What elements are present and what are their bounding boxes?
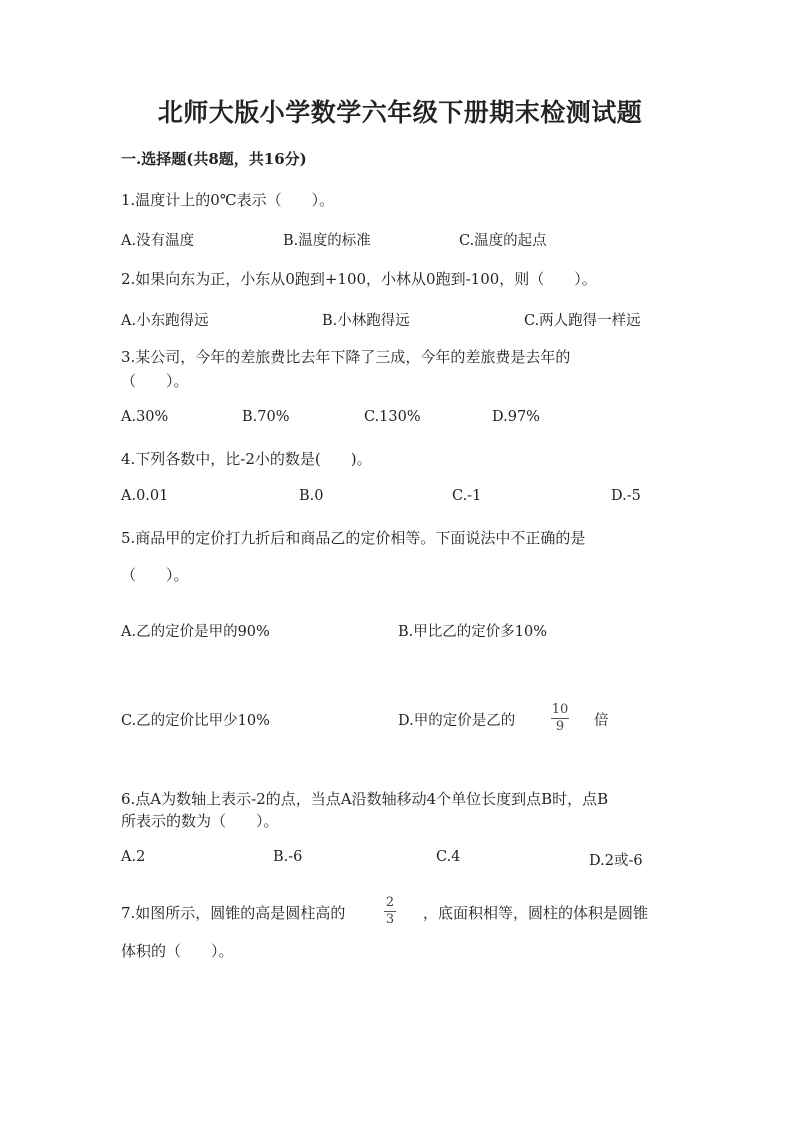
question-6-option-a[interactable]: A.2 — [121, 849, 146, 865]
question-4-option-c[interactable]: C.-1 — [452, 488, 482, 504]
question-2-option-a[interactable]: A.小东跑得远 — [121, 313, 209, 329]
question-6-option-d[interactable]: D.2或-6 — [589, 853, 643, 869]
question-3-option-c[interactable]: C.130% — [364, 409, 421, 425]
question-4-option-b[interactable]: B.0 — [299, 488, 324, 504]
question-1-option-a[interactable]: A.没有温度 — [121, 233, 195, 249]
question-1-stem: 1.温度计上的0℃表示（ ）。 — [121, 191, 335, 209]
question-5-option-c[interactable]: C.乙的定价比甲少10% — [121, 713, 270, 729]
page-title: 北师大版小学数学六年级下册期末检测试题 — [157, 98, 643, 127]
question-2-stem: 2.如果向东为正，小东从0跑到+100，小林从0跑到-100，则（ ）。 — [121, 270, 597, 288]
fraction-numerator: 2 — [385, 895, 395, 910]
fraction-denominator: 3 — [385, 912, 395, 927]
question-5-option-d-suffix: 倍 — [594, 713, 609, 729]
fraction-numerator: 10 — [551, 702, 569, 717]
fraction-denominator: 9 — [555, 719, 565, 734]
question-4-stem: 4.下列各数中，比-2小的数是( )。 — [121, 450, 372, 468]
question-7-fraction — [384, 896, 396, 927]
question-3-option-d[interactable]: D.97% — [492, 409, 540, 425]
question-3-stem-line2: （ ）。 — [121, 372, 189, 390]
question-5-option-d[interactable] — [398, 709, 515, 730]
question-6-option-c[interactable]: C.4 — [436, 849, 461, 865]
question-7-stem-line2: 体积的（ ）。 — [121, 942, 234, 960]
question-5-option-a[interactable]: A.乙的定价是甲的90% — [121, 624, 270, 640]
question-3-option-b[interactable]: B.70% — [242, 409, 290, 425]
question-5-stem-line2: （ ）。 — [121, 566, 189, 584]
question-1-option-c[interactable]: C.温度的起点 — [459, 233, 547, 249]
question-6-stem-line1: 6.点A为数轴上表示-2的点，当点A沿数轴移动4个单位长度到点B时，点B — [121, 790, 609, 808]
question-6-stem-line2: 所表示的数为（ ）。 — [121, 812, 279, 830]
question-6-option-b[interactable]: B.-6 — [273, 849, 303, 865]
question-5-fraction — [551, 703, 569, 734]
question-1-option-b[interactable]: B.温度的标准 — [283, 233, 371, 249]
question-5-option-d-label: D.甲的定价是乙的 — [398, 713, 516, 729]
question-7-stem-prefix: 7.如图所示，圆锥的高是圆柱高的 — [121, 904, 346, 922]
section-heading: 一.选择题(共8题，共16分) — [121, 150, 307, 168]
question-3-stem-line1: 3.某公司，今年的差旅费比去年下降了三成，今年的差旅费是去年的 — [121, 348, 571, 366]
question-3-option-a[interactable]: A.30% — [121, 409, 169, 425]
question-2-option-b[interactable]: B.小林跑得远 — [322, 313, 410, 329]
question-5-stem-line1: 5.商品甲的定价打九折后和商品乙的定价相等。下面说法中不正确的是 — [121, 529, 586, 547]
question-4-option-d[interactable]: D.-5 — [611, 488, 641, 504]
question-4-option-a[interactable]: A.0.01 — [121, 488, 169, 504]
question-5-option-b[interactable]: B.甲比乙的定价多10% — [398, 624, 547, 640]
question-2-option-c[interactable]: C.两人跑得一样远 — [524, 313, 641, 329]
question-7-stem-suffix: ，底面积相等，圆柱的体积是圆锥 — [423, 904, 649, 922]
